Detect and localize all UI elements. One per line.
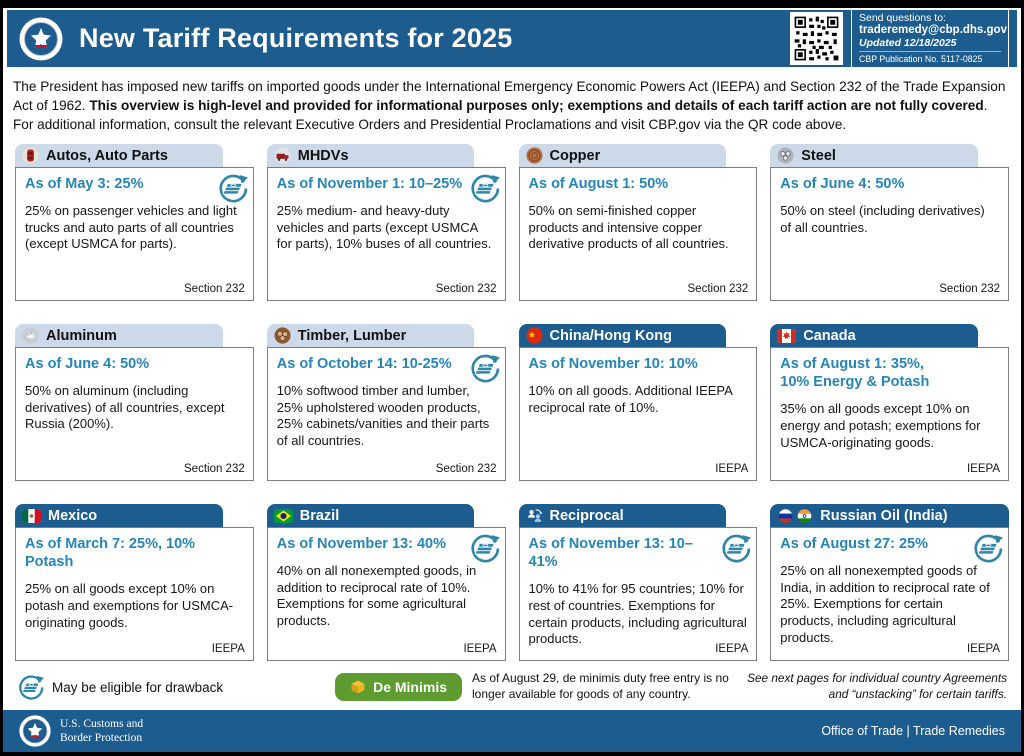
drawback-icon xyxy=(469,533,500,564)
effective-date: As of March 7: 25%, 10% xyxy=(25,536,196,553)
card-steel xyxy=(770,144,1009,301)
card-header-copper xyxy=(519,144,727,167)
cbp-seal-footer-icon xyxy=(19,715,51,747)
card-header-brazil xyxy=(267,504,475,527)
effective-date-line2: 10% Energy & Potash xyxy=(780,374,930,391)
card-header-china xyxy=(519,324,727,347)
intro-text-pre: The President has imposed new tariffs on imported goods under the International Emergency Economic Powers Act (IEEPA) and Section 232 of the Trade Expansion Act of 1962. xyxy=(13,79,1006,114)
card-body xyxy=(770,347,1009,481)
card-title: Autos, Auto Parts xyxy=(46,147,168,164)
card-body xyxy=(519,527,758,661)
contact-label: Send questions to: xyxy=(859,12,946,24)
russia-flag-icon xyxy=(777,509,794,523)
card-header-autos xyxy=(15,144,223,167)
card-title: Brazil xyxy=(299,507,340,524)
aluminum-foil-icon xyxy=(22,327,39,344)
drawback-icon xyxy=(469,173,500,204)
page-title: New Tariff Requirements for 2025 xyxy=(79,23,513,53)
effective-date: As of November 10: 10% xyxy=(528,356,698,373)
authority-label: Section 232 xyxy=(687,283,749,296)
authority-label: IEEPA xyxy=(966,643,1000,656)
card-body xyxy=(267,167,506,301)
drawback-icon xyxy=(720,533,751,564)
card-header-mexico xyxy=(15,504,223,527)
card-body xyxy=(267,347,506,481)
effective-date: As of June 4: 50% xyxy=(25,356,150,373)
card-mhdvs xyxy=(267,144,506,301)
copper-coil-icon xyxy=(526,147,543,164)
cbp-seal-icon xyxy=(19,17,63,61)
effective-date: As of October 14: 10-25% xyxy=(276,356,452,373)
note-line-1: See next pages for individual country Agreements xyxy=(747,671,1007,686)
authority-label: IEEPA xyxy=(715,643,749,656)
card-title: Copper xyxy=(549,147,601,164)
authority-label: IEEPA xyxy=(211,643,245,656)
qr-code xyxy=(790,12,843,65)
steel-pipes-icon xyxy=(777,147,794,164)
card-title: China/Hong Kong xyxy=(549,327,672,344)
card-title: Mexico xyxy=(48,507,98,524)
card-text: 25% medium- and heavy-duty vehicles and parts (except USMCA for parts), 10% buses of all countries. xyxy=(276,203,492,252)
authority-label: IEEPA xyxy=(715,463,749,476)
card-body xyxy=(15,347,254,481)
authority-label: Section 232 xyxy=(435,463,497,476)
card-text: 25% on all nonexempted goods of India, in addition to reciprocal rate of 25%. Exemptions for certain products, including agricultural products. xyxy=(780,563,990,645)
card-title: Steel xyxy=(801,147,836,164)
drawback-icon xyxy=(972,533,1003,564)
intro-paragraph xyxy=(3,67,1021,138)
drawback-icon xyxy=(217,173,248,204)
card-header-steel xyxy=(770,144,978,167)
canada-flag-icon xyxy=(777,329,796,343)
note-line-2: and “unstacking” for certain tariffs. xyxy=(828,687,1007,702)
effective-date: As of November 13: 10–41% xyxy=(528,536,693,571)
card-text: 25% on passenger vehicles and light trucks and auto parts of all countries (except USMCA for parts). xyxy=(25,203,237,252)
card-body xyxy=(15,167,254,301)
card-text: 50% on steel (including derivatives) of all countries. xyxy=(780,203,985,235)
india-flag-icon xyxy=(796,509,813,523)
card-body xyxy=(519,347,758,481)
authority-label: Section 232 xyxy=(939,283,1000,296)
header-bar xyxy=(7,10,1017,67)
russia-india-flags-icon xyxy=(777,509,813,523)
card-body xyxy=(15,527,254,661)
card-text: 50% on semi-finished copper products and intensive copper derivative products of all countries. xyxy=(528,203,729,252)
card-reciprocal xyxy=(519,504,758,661)
updated-date: Updated 12/18/2025 xyxy=(859,37,957,49)
bottom-bar xyxy=(3,710,1021,752)
card-header-canada xyxy=(770,324,978,347)
card-title: MHDVs xyxy=(297,147,349,164)
card-title: Canada xyxy=(803,327,856,344)
card-body xyxy=(267,527,506,661)
intro-text-bold: This overview is high-level and provided for informational purposes only; exemptions and details of each tariff action are not fully covered xyxy=(89,98,984,114)
package-icon xyxy=(350,679,366,695)
see-next-pages-note xyxy=(747,671,1007,703)
effective-date: As of August 1: 50% xyxy=(528,176,669,193)
card-body xyxy=(770,527,1009,661)
drawback-legend-label: May be eligible for drawback xyxy=(52,679,224,695)
agency-line-1: U.S. Customs and xyxy=(60,717,144,730)
authority-label: Section 232 xyxy=(184,463,245,476)
authority-label: IEEPA xyxy=(463,643,497,656)
card-mexico xyxy=(15,504,254,661)
card-china-hong-kong xyxy=(519,324,758,481)
card-body xyxy=(519,167,758,301)
china-flag-icon xyxy=(526,327,543,344)
effective-date: As of November 1: 10–25% xyxy=(276,176,463,193)
page xyxy=(3,8,1021,752)
drawback-icon xyxy=(469,353,500,384)
agency-name xyxy=(60,717,143,746)
card-title: Reciprocal xyxy=(549,507,624,524)
publication-number: CBP Publication No. 5117-0825 xyxy=(859,51,1001,64)
card-text: 25% on all goods except 10% on potash and exemptions for USMCA-originating goods. xyxy=(25,581,234,630)
mexico-flag-icon xyxy=(22,509,41,523)
timber-logs-icon xyxy=(274,327,291,344)
card-header-reciprocal xyxy=(519,504,727,527)
card-header-timber xyxy=(267,324,475,347)
agency-line-2: Border Protection xyxy=(60,732,143,744)
effective-date: As of August 1: 35%, xyxy=(780,356,924,373)
effective-date: As of August 27: 25% xyxy=(780,536,928,553)
authority-label: Section 232 xyxy=(184,283,245,296)
card-title: Aluminum xyxy=(46,327,117,344)
card-text: 40% on all nonexempted goods, in addition to reciprocal rate of 10%. Exemptions for some agricultural products. xyxy=(276,563,477,629)
card-body xyxy=(770,167,1009,301)
de-minimis-note: As of August 29, de minimis duty free entry is no longer available for goods of any country. xyxy=(472,671,729,702)
card-header-aluminum xyxy=(15,324,223,347)
card-autos xyxy=(15,144,254,301)
card-text: 10% on all goods. Additional IEEPA reciprocal rate of 10%. xyxy=(528,383,733,415)
card-text: 10% to 41% for 95 countries; 10% for rest of countries. Exemptions for certain products, including agricultural products. xyxy=(528,581,747,647)
tariff-card-grid xyxy=(3,138,1021,661)
intro-text-post: . For additional information, consult the relevant Executive Orders and Presidential Proclamations and visit CBP.gov via the QR code above. xyxy=(13,98,988,133)
card-header-mhdvs xyxy=(267,144,475,167)
brazil-flag-icon xyxy=(274,509,293,523)
card-timber xyxy=(267,324,506,481)
card-copper xyxy=(519,144,758,301)
drawback-legend-icon xyxy=(17,674,44,701)
de-minimis-badge xyxy=(335,673,462,701)
de-minimis-label: De Minimis xyxy=(373,679,447,696)
card-brazil xyxy=(267,504,506,661)
legend-row xyxy=(3,661,1021,703)
card-header-russian-oil xyxy=(770,504,1009,527)
effective-date: As of June 4: 50% xyxy=(780,176,905,193)
card-text: 35% on all goods except 10% on energy and potash; exemptions for USMCA-originating goods. xyxy=(780,401,981,450)
contact-box xyxy=(851,8,1009,69)
reciprocal-people-icon xyxy=(526,507,543,524)
car-icon xyxy=(22,147,39,164)
card-title: Timber, Lumber xyxy=(297,327,407,344)
office-of-trade-label: Office of Trade | Trade Remedies xyxy=(821,724,1005,738)
effective-date-line2: Potash xyxy=(25,554,74,571)
card-text: 10% softwood timber and lumber, 25% upholstered wooden products, 25% cabinets/vanities and their parts of all countries. xyxy=(276,383,490,449)
effective-date: As of May 3: 25% xyxy=(25,176,144,193)
contact-email: traderemedy@cbp.dhs.gov xyxy=(859,24,1007,36)
card-aluminum xyxy=(15,324,254,481)
effective-date: As of November 13: 40% xyxy=(276,536,446,553)
card-text: 50% on aluminum (including derivatives) of all countries, except Russia (200%). xyxy=(25,383,225,432)
authority-label: IEEPA xyxy=(966,463,1000,476)
authority-label: Section 232 xyxy=(435,283,497,296)
card-russian-oil-india xyxy=(770,504,1009,661)
card-canada xyxy=(770,324,1009,481)
truck-icon xyxy=(274,147,291,164)
card-title: Russian Oil (India) xyxy=(820,507,948,524)
